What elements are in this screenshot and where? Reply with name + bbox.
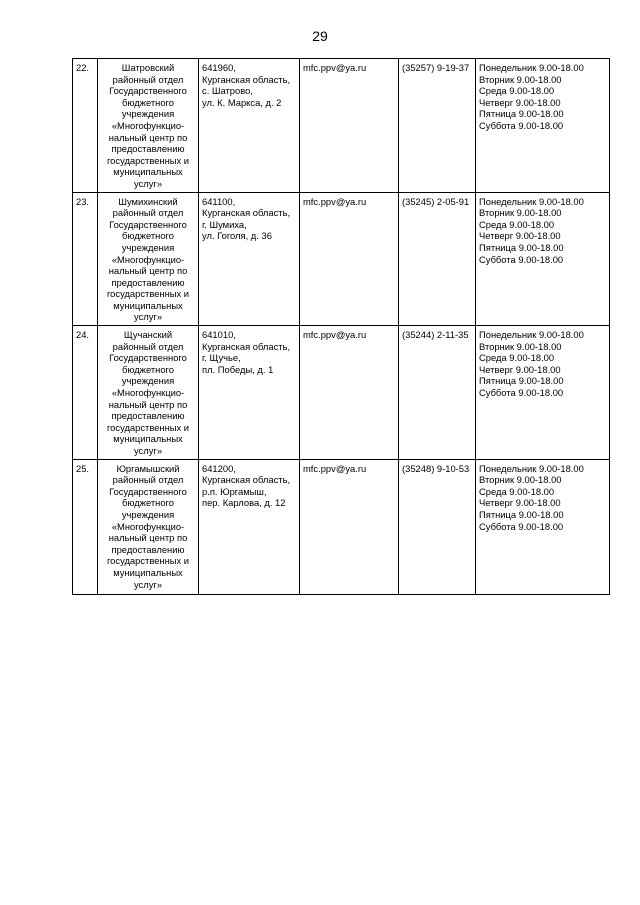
office-address: 641200, Курганская область, р.п. Юргамыш, пер. Карлова, д. 12 [199,459,300,594]
row-number: 23. [73,192,98,326]
office-address: 641960, Курганская область, с. Шатрово, ул. К. Маркса, д. 2 [199,59,300,193]
office-name: Юргамышский районный отдел Государственного бюджетного учреждения «Многофункцио- нальный центр по предоставлению государственных и муниципальных услуг» [98,459,199,594]
office-phone: (35248) 9-10-53 [399,459,476,594]
page-number: 29 [312,28,328,44]
row-number: 24. [73,326,98,460]
office-address: 641010, Курганская область, г. Щучье, пл. Победы, д. 1 [199,326,300,460]
office-phone: (35244) 2-11-35 [399,326,476,460]
row-number: 25. [73,459,98,594]
table-row [73,59,610,193]
row-number: 22. [73,59,98,193]
office-hours: Понедельник 9.00-18.00 Вторник 9.00-18.00 Среда 9.00-18.00 Четверг 9.00-18.00 Пятница 9.00-18.00 Суббота 9.00-18.00 [476,59,610,193]
office-hours: Понедельник 9.00-18.00 Вторник 9.00-18.00 Среда 9.00-18.00 Четверг 9.00-18.00 Пятница 9.00-18.00 Суббота 9.00-18.00 [476,192,610,326]
office-address: 641100, Курганская область, г. Шумиха, ул. Гоголя, д. 36 [199,192,300,326]
office-email: mfc.ppv@ya.ru [300,459,399,594]
office-email: mfc.ppv@ya.ru [300,192,399,326]
office-phone: (35245) 2-05-91 [399,192,476,326]
table-row [73,192,610,326]
office-hours: Понедельник 9.00-18.00 Вторник 9.00-18.00 Среда 9.00-18.00 Четверг 9.00-18.00 Пятница 9.00-18.00 Суббота 9.00-18.00 [476,459,610,594]
office-name: Щучанский районный отдел Государственного бюджетного учреждения «Многофункцио- нальный центр по предоставлению государственных и муниципальных услуг» [98,326,199,460]
table-row [73,459,610,594]
office-email: mfc.ppv@ya.ru [300,59,399,193]
office-phone: (35257) 9-19-37 [399,59,476,193]
office-email: mfc.ppv@ya.ru [300,326,399,460]
office-name: Шумихинский районный отдел Государственного бюджетного учреждения «Многофункцио- нальный центр по предоставлению государственных и муниципальных услуг» [98,192,199,326]
mfc-offices-table [72,58,610,595]
table-row [73,326,610,460]
office-hours: Понедельник 9.00-18.00 Вторник 9.00-18.00 Среда 9.00-18.00 Четверг 9.00-18.00 Пятница 9.00-18.00 Суббота 9.00-18.00 [476,326,610,460]
office-name: Шатровский районный отдел Государственного бюджетного учреждения «Многофункцио- нальный центр по предоставлению государственных и муниципальных услуг» [98,59,199,193]
